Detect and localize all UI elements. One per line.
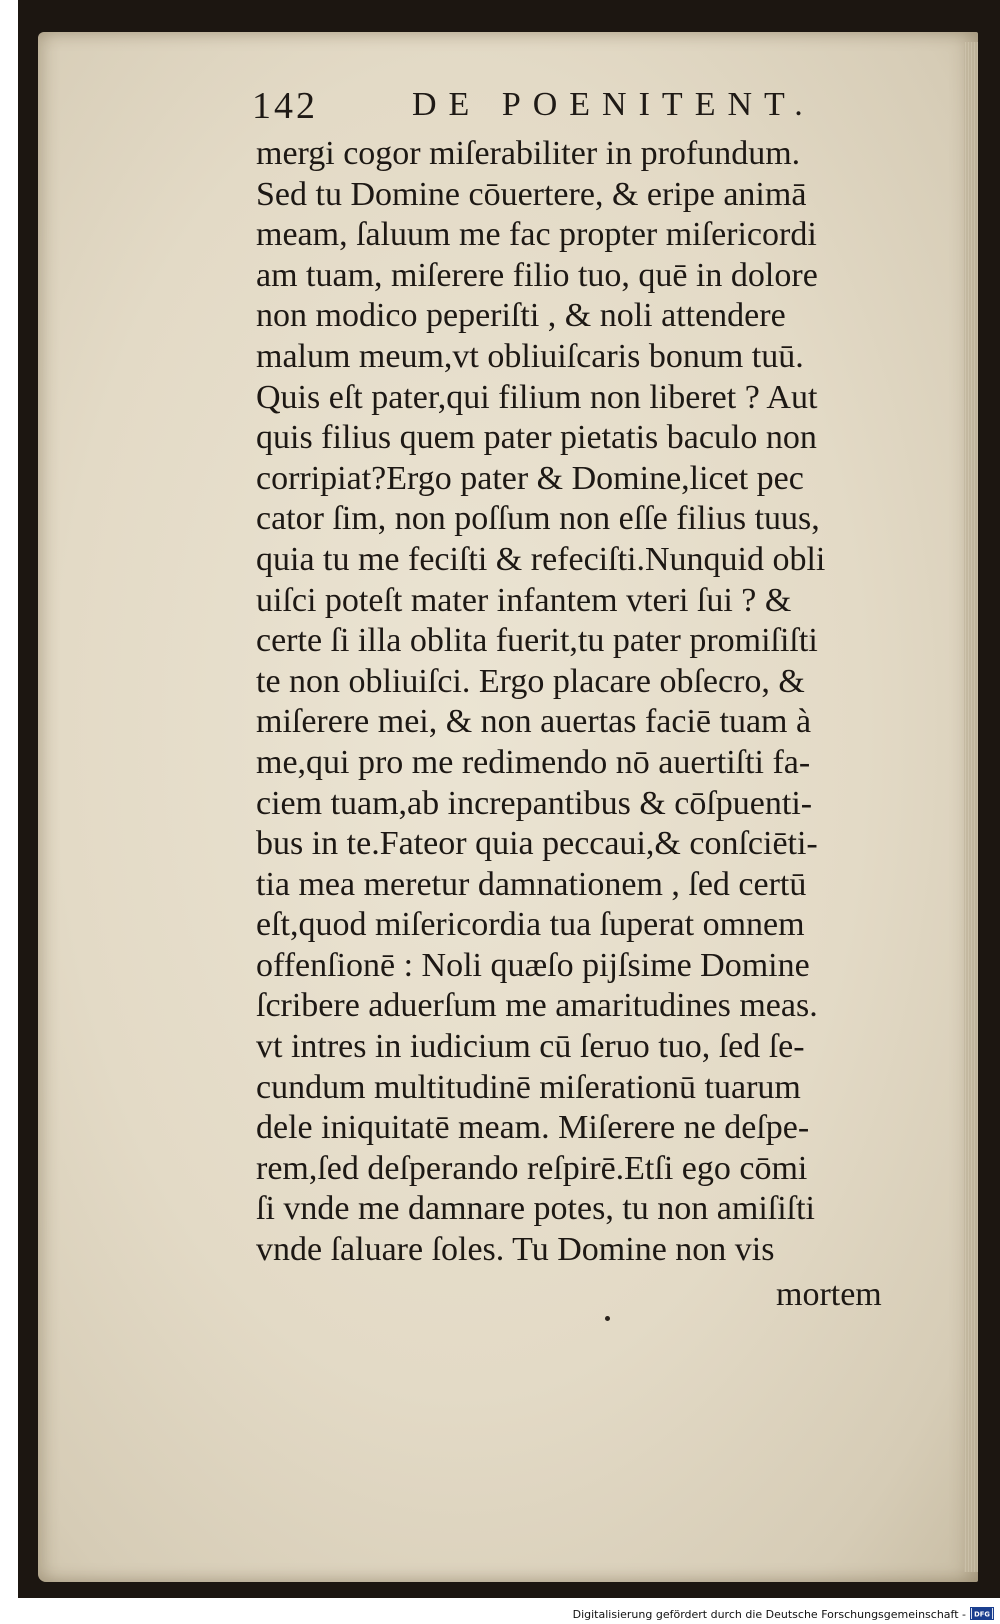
text-line: malum meum,vt obliuiſcaris bonum tuū.	[256, 337, 804, 375]
page-edge-shading	[964, 42, 978, 1572]
text-line: bus in te.Fateor quia peccaui,& conſciēti-	[256, 825, 818, 863]
funding-credit: Digitalisierung gefördert durch die Deutsche Forschungsgemeinschaft -	[572, 1608, 966, 1621]
text-line: uiſci poteſt mater infantem vteri ſui ? &	[256, 581, 792, 619]
text-line: cundum multitudinē miſerationū tuarum	[256, 1068, 801, 1106]
text-line: non modico peperiſti , & noli attendere	[256, 297, 786, 335]
running-head: DE POENITENT.	[412, 86, 815, 123]
text-line: offenſionē : Noli quæſo pijſsime Domine	[256, 946, 810, 984]
text-line: am tuam, miſerere filio tuo, quē in dolore	[256, 256, 818, 294]
svg-text:DFG: DFG	[974, 1610, 990, 1619]
text-line: eſt,quod miſericordia tua ſuperat omnem	[256, 906, 805, 944]
text-line: certe ſi illa oblita fuerit,tu pater promiſiſti	[256, 622, 818, 660]
page-number: 142	[252, 85, 318, 127]
dfg-logo-icon	[970, 1607, 994, 1620]
text-line: vnde ſaluare ſoles. Tu Domine non vis	[256, 1231, 775, 1269]
text-line: dele iniquitatē meam. Miſerere ne deſpe-	[256, 1109, 810, 1147]
text-line: vt intres in iudicium cū ſeruo tuo, ſed ſe-	[256, 1028, 805, 1066]
text-line: me,qui pro me redimendo nō auertiſti fa-	[256, 743, 811, 781]
ink-speck	[605, 1316, 610, 1321]
text-line: ſcribere aduerſum me amaritudines meas.	[256, 987, 818, 1025]
text-line: rem,ſed deſperando reſpirē.Etſi ego cōmi	[256, 1149, 808, 1187]
text-line: quia tu me feciſti & refeciſti.Nunquid obli	[256, 540, 826, 578]
text-line: corripiat?Ergo pater & Domine,licet pec	[256, 459, 804, 497]
text-line: miſerere mei, & non auertas faciē tuam à	[256, 703, 812, 741]
text-line: quis filius quem pater pietatis baculo non	[256, 419, 817, 457]
body-text	[256, 134, 906, 1271]
text-line: Quis eſt pater,qui filium non liberet ? Aut	[256, 378, 818, 416]
text-line: tia mea meretur damnationem , ſed certū	[256, 865, 807, 903]
text-line: cator ſim, non poſſum non eſſe filius tuus,	[256, 500, 820, 538]
footer-bar	[0, 1604, 1000, 1624]
catchword: mortem	[776, 1276, 882, 1313]
text-line: meam, ſaluum me fac propter miſericordi	[256, 216, 817, 254]
text-line: Sed tu Domine cōuertere, & eripe animā	[256, 175, 807, 213]
page-header	[252, 84, 832, 132]
text-line: ſi vnde me damnare potes, tu non amiſiſti	[256, 1190, 815, 1228]
text-line: te non obliuiſci. Ergo placare obſecro, &	[256, 662, 805, 700]
text-line: ciem tuam,ab increpantibus & cōſpuenti-	[256, 784, 813, 822]
text-line: mergi cogor miſerabiliter in profundum.	[256, 135, 801, 172]
